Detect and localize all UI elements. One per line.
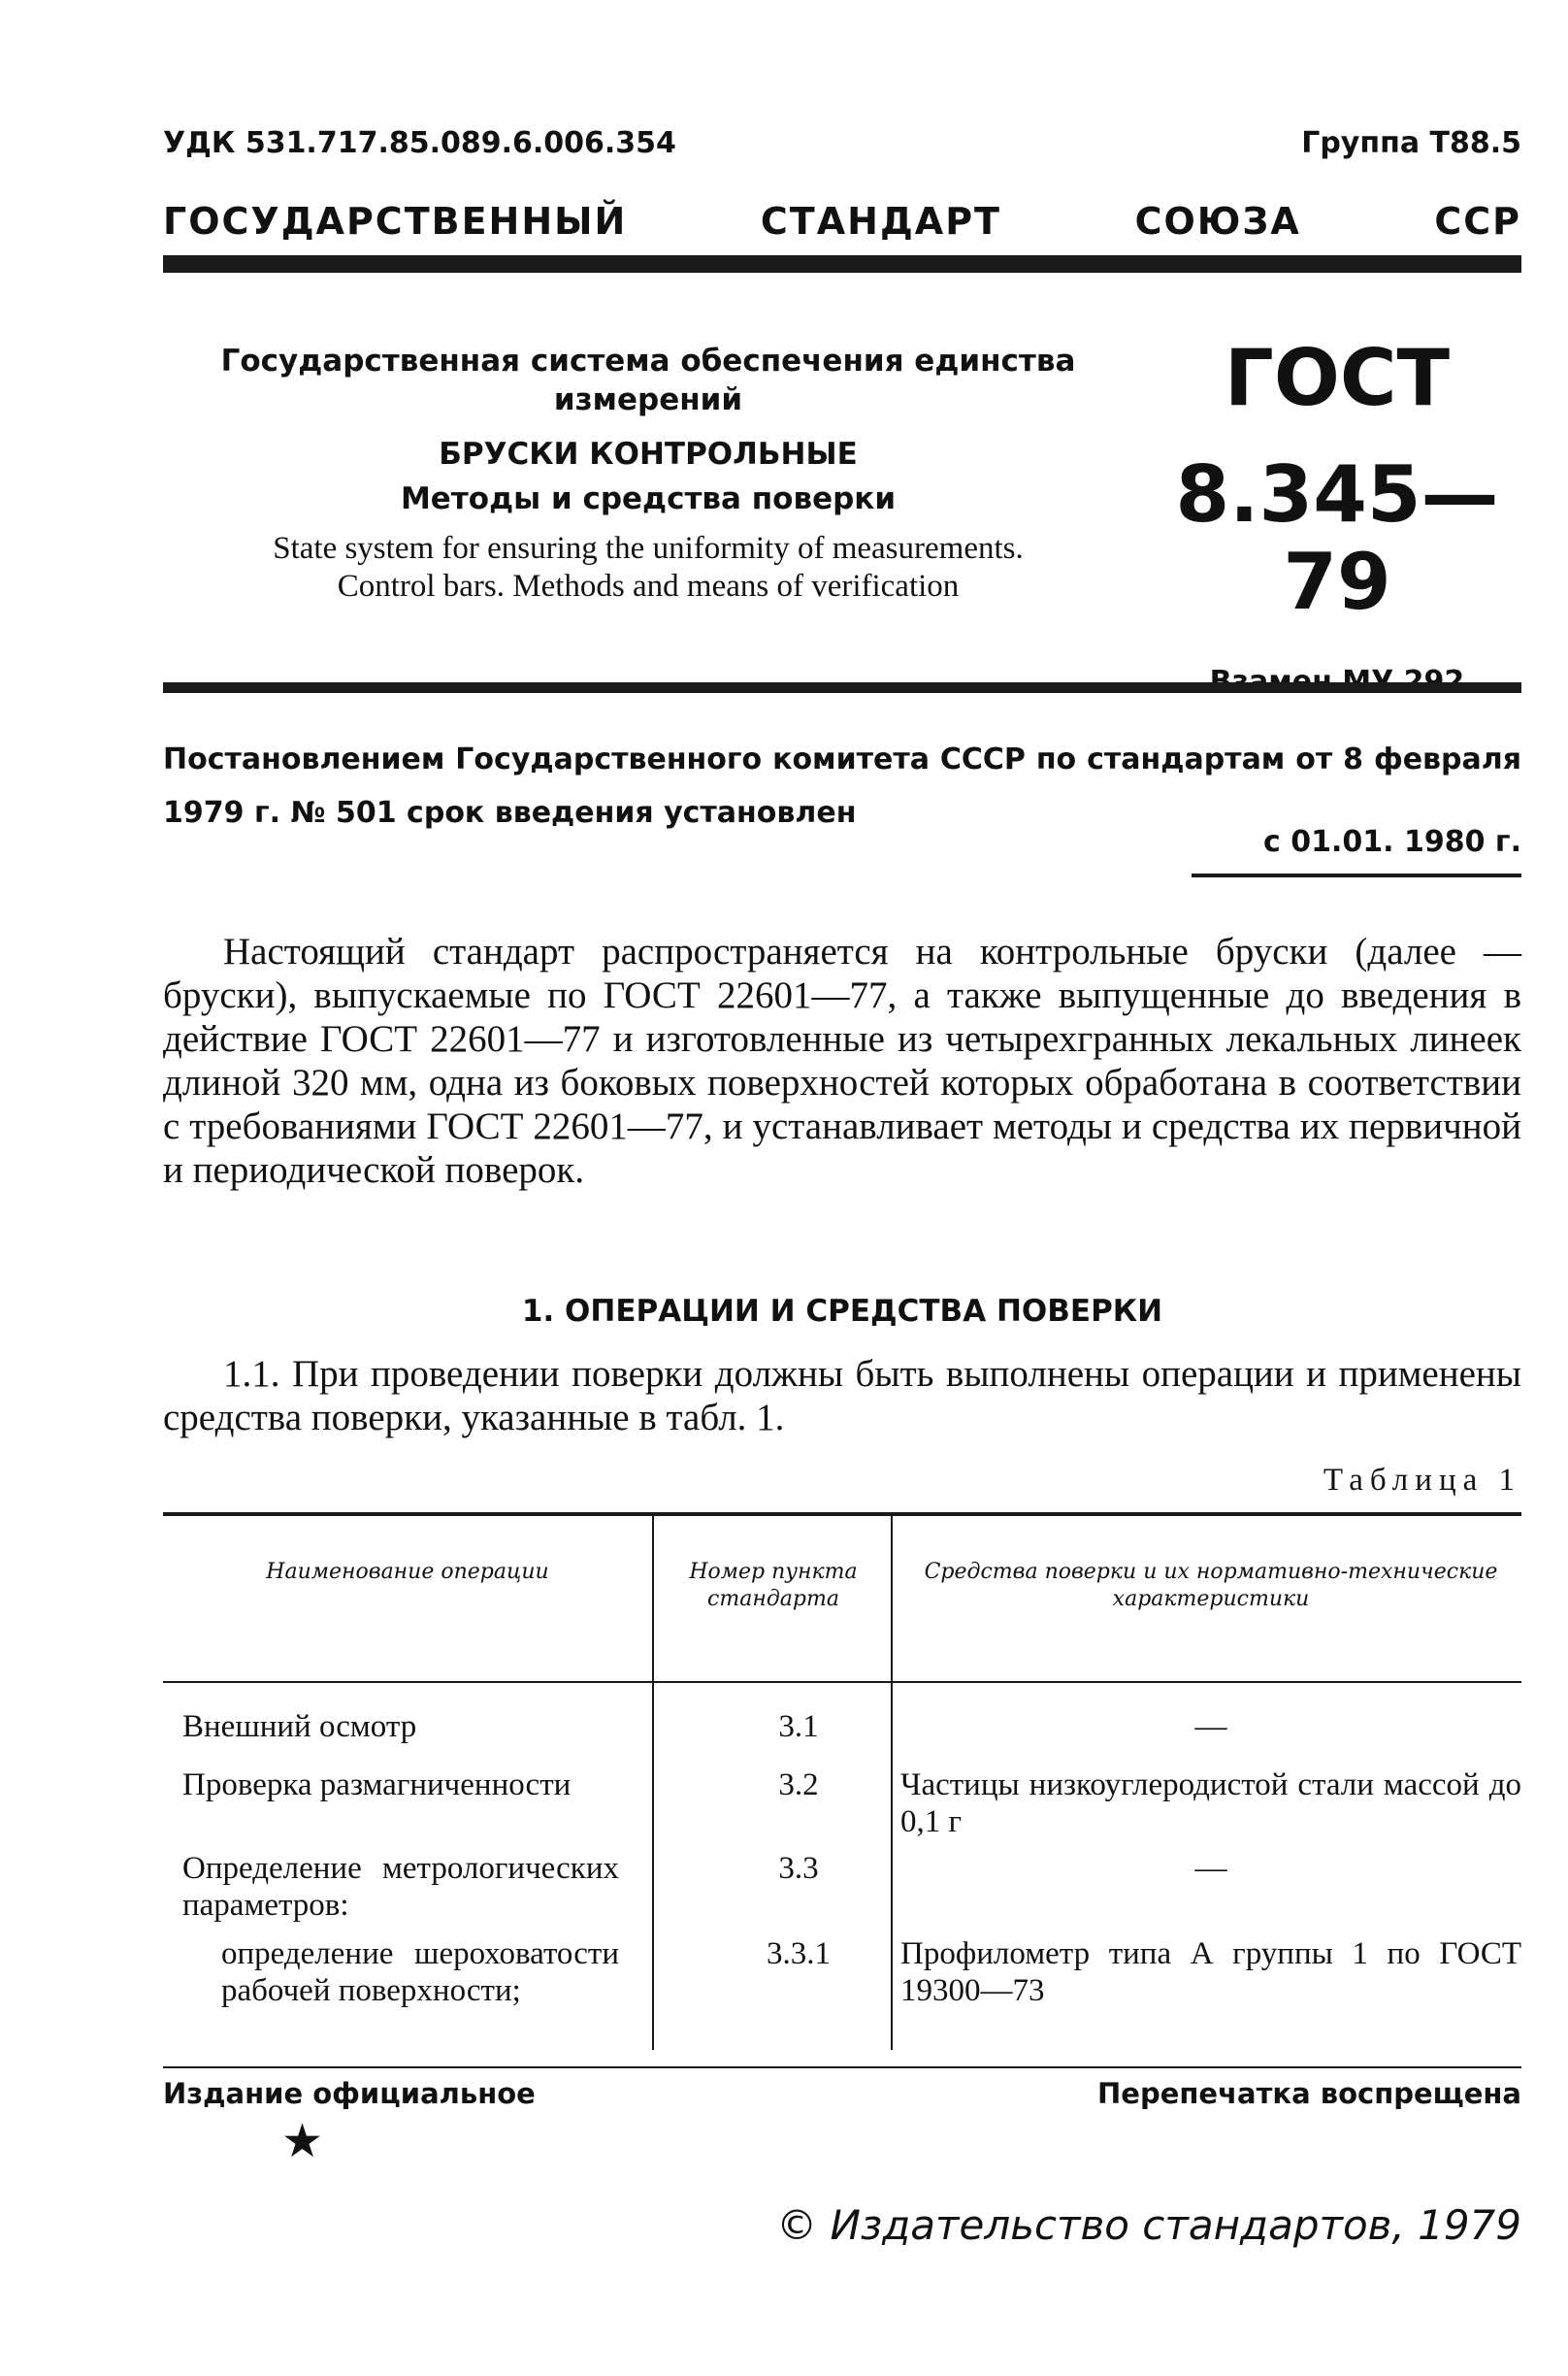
edition-note: Издание официальное — [163, 2077, 536, 2110]
table-header-cell: Номер пункта стандарта — [689, 1560, 858, 1611]
means-cell: Профилометр типа А группы 1 по ГОСТ 19300—73 — [900, 1936, 1521, 2008]
table-header-cell: Средства поверки и их нормативно-технические характеристики — [924, 1560, 1498, 1611]
banner-word: СОЮЗА — [1134, 200, 1301, 243]
date-underline — [1192, 874, 1521, 877]
means-cell: Частицы низкоуглеродистой стали массой до 0,1 г — [900, 1767, 1521, 1839]
decree-text: Постановлением Государственного комитета СССР по стандартам от 8 февраля 1979 г. № 501 срок введения установлен — [163, 742, 1521, 830]
means-cell: — — [1194, 1851, 1227, 1886]
operation-cell: Внешний осмотр — [182, 1709, 417, 1744]
column-divider — [891, 1512, 893, 2050]
clause-cell: 3.2 — [778, 1767, 819, 1802]
clause-1-1: 1.1. При проведении поверки должны быть выполнены операции и применены средства поверки, указанные в табл. 1. — [163, 1353, 1521, 1438]
footer-rule — [163, 2066, 1521, 2068]
clause-cell: 3.1 — [778, 1709, 819, 1744]
title-block — [163, 342, 1133, 606]
banner-word: ССР — [1434, 200, 1521, 243]
clause-cell: 3.3 — [778, 1851, 819, 1886]
banner-word: СТАНДАРТ — [760, 200, 1001, 243]
column-divider — [652, 1512, 654, 2050]
gost-word: ГОСТ — [1224, 333, 1451, 423]
english-title-line: Control bars. Methods and means of verification — [337, 569, 960, 604]
top-rule — [163, 255, 1521, 273]
table-header-cell: Наименование операции — [266, 1560, 549, 1584]
section-title: 1. ОПЕРАЦИИ И СРЕДСТВА ПОВЕРКИ — [521, 1294, 1163, 1329]
group-code: Группа Т88.5 — [1301, 126, 1521, 160]
table-header-rule — [163, 1681, 1521, 1683]
system-title: Государственная система обеспечения единства измерений — [220, 344, 1076, 417]
gost-number: 8.345—79 — [1175, 449, 1499, 627]
publisher-name: Издательство стандартов, 1979 — [830, 2201, 1521, 2249]
banner-word: ГОСУДАРСТВЕННЫЙ — [163, 200, 628, 243]
clause-cell: 3.3.1 — [767, 1936, 831, 1971]
copyright-icon: © — [776, 2201, 818, 2249]
udk-code: УДК 531.717.85.089.6.006.354 — [163, 126, 676, 160]
reprint-note: Перепечатка воспрещена — [1097, 2077, 1521, 2110]
operation-cell: определение шероховатости рабочей поверхности; — [221, 1936, 619, 2008]
table-label: Таблица 1 — [1323, 1463, 1521, 1498]
subject-title: БРУСКИ КОНТРОЛЬНЫЕ — [439, 437, 858, 472]
state-standard-banner — [163, 200, 1521, 243]
table-top-rule — [163, 1512, 1521, 1516]
english-title — [163, 530, 1133, 606]
operation-cell: Определение метрологических параметров: — [182, 1851, 619, 1923]
gost-block — [1143, 335, 1531, 699]
operation-cell: Проверка размагниченности — [182, 1767, 572, 1802]
intro-paragraph: Настоящий стандарт распространяется на контрольные бруски (далее — бруски), выпускаемые по ГОСТ 22601—77, а также выпущенные до введения в действие ГОСТ 22601—77 и изготовленные из четырехгранных лекальных линеек длиной 320 мм, одна из боковых поверхностей которых обработана в соответствии с требованиями ГОСТ 22601—77, и устанавливает методы и средства их первичной и периодической поверок. — [163, 931, 1521, 1191]
methods-title: Методы и средства поверки — [400, 481, 897, 516]
effective-date: с 01.01. 1980 г. — [1263, 825, 1521, 859]
star-icon: ★ — [281, 2114, 324, 2168]
english-title-line: State system for ensuring the uniformity of measurements. — [273, 531, 1024, 566]
table-1 — [163, 1512, 1521, 2050]
means-cell: — — [1194, 1709, 1227, 1744]
publisher-line — [776, 2201, 1521, 2249]
section-rule — [163, 682, 1521, 693]
